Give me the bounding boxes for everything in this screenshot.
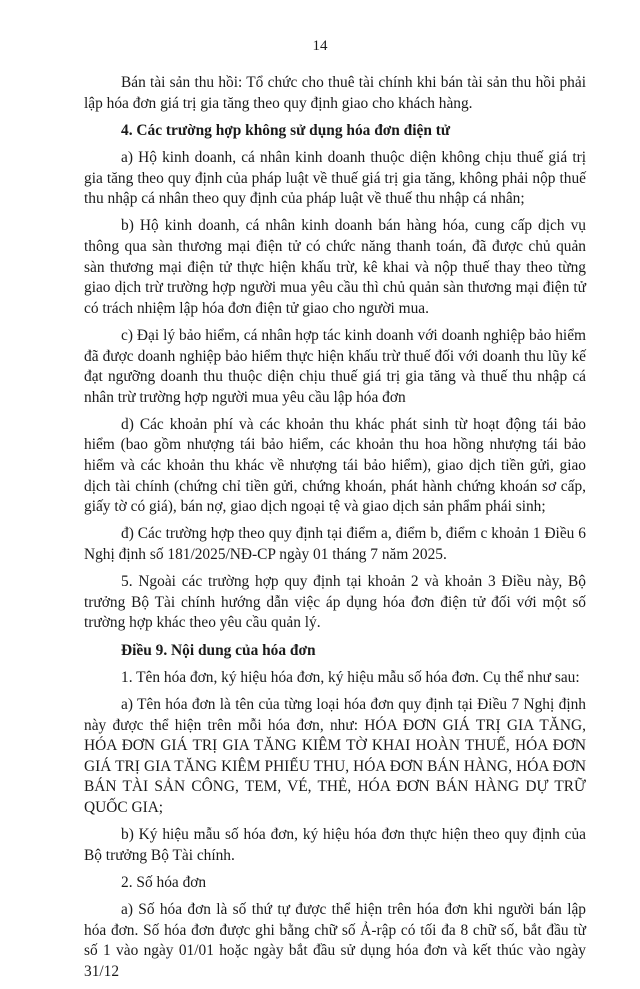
paragraph-item-b: b) Hộ kinh doanh, cá nhân kinh doanh bán hàng hóa, cung cấp dịch vụ thông qua sàn thương mại điện tử có chức năng thanh toán, đã được chủ quản sàn thương mại điện tử thực hiện khấu trừ, kê khai và nộp thuế thay theo từng giao dịch trừ trường hợp người mua yêu cầu thì chủ quản sàn thương mại điện tử có trách nhiệm lập hóa đơn điện tử giao cho người mua.: [84, 217, 586, 317]
section-heading-no-e-invoice: 4. Các trường hợp không sử dụng hóa đơn điện tử: [121, 121, 451, 139]
paragraph-item-dd: đ) Các trường hợp theo quy định tại điểm a, điểm b, điểm c khoản 1 Điều 6 Nghị định số 181/2025/NĐ-CP ngày 01 tháng 7 năm 2025.: [84, 525, 586, 564]
article-heading-9: Điều 9. Nội dung của hóa đơn: [121, 641, 316, 659]
paragraph-clause-5: 5. Ngoài các trường hợp quy định tại khoản 2 và khoản 3 Điều này, Bộ trưởng Bộ Tài chính hướng dẫn việc áp dụng hóa đơn điện tử đối với một số trường hợp khác theo yêu cầu quản lý.: [84, 573, 586, 632]
paragraph-clause-2: 2. Số hóa đơn: [121, 873, 207, 891]
document-body: [84, 73, 586, 989]
paragraph-item-c: c) Đại lý bảo hiểm, cá nhân hợp tác kinh doanh với doanh nghiệp bảo hiểm đã được doanh nghiệp bảo hiểm thực hiện khấu trừ thuế đối với doanh thu lũy kế đạt ngưỡng doanh thu thuộc diện chịu thuế giá trị gia tăng và thuế thu nhập cá nhân trừ trường hợp người mua yêu cầu lập hóa đơn: [84, 326, 586, 406]
paragraph-clause-2a: a) Số hóa đơn là số thứ tự được thể hiện trên hóa đơn khi người bán lập hóa đơn. Số hóa đơn được ghi bằng chữ số Ả-rập có tối đa 8 chữ số, bắt đầu từ số 1 vào ngày 01/01 hoặc ngày bắt đầu sử dụng hóa đơn và kết thúc vào ngày 31/12: [84, 901, 586, 980]
paragraph-clause-1: 1. Tên hóa đơn, ký hiệu hóa đơn, ký hiệu mẫu số hóa đơn. Cụ thể như sau:: [121, 668, 580, 686]
paragraph-item-d: d) Các khoản phí và các khoản thu khác phát sinh từ hoạt động tái bảo hiểm (bao gồm nhượng tái bảo hiểm, các khoản thu hoa hồng nhượng tái bảo hiểm và các khoản thu khác về nhượng tái bảo hiểm), giao dịch tiền gửi, giao dịch tài chính (chứng chỉ tiền gửi, chứng khoán, phát hành chứng khoán sơ cấp, giấy tờ có giá), bán nợ, giao dịch ngoại tệ và giao dịch sản phẩm phái sinh;: [84, 415, 586, 516]
paragraph-item-a: a) Hộ kinh doanh, cá nhân kinh doanh thuộc diện không chịu thuế giá trị gia tăng theo quy định của pháp luật về thuế giá trị gia tăng, không phải nộp thuế thu nhập cá nhân theo quy định của pháp luật về thuế thu nhập cá nhân;: [84, 148, 586, 208]
paragraph-clause-1a: a) Tên hóa đơn là tên của từng loại hóa đơn quy định tại Điều 7 Nghị định này được thể hiện trên mỗi hóa đơn, như: HÓA ĐƠN GIÁ TRỊ GIA TĂNG, HÓA ĐƠN GIÁ TRỊ GIA TĂNG KIÊM TỜ KHAI HOÀN THUẾ, HÓA ĐƠN GIÁ TRỊ GIA TĂNG KIÊM PHIẾU THU, HÓA ĐƠN BÁN HÀNG, HÓA ĐƠN BÁN TÀI SẢN CÔNG, TEM, VÉ, THẺ, HÓA ĐƠN BÁN HÀNG DỰ TRỮ QUỐC GIA;: [84, 695, 586, 816]
paragraph-asset-sale: Bán tài sản thu hồi: Tổ chức cho thuê tài chính khi bán tài sản thu hồi phải lập hóa đơn giá trị gia tăng theo quy định giao cho khách hàng.: [84, 74, 586, 112]
page-number: 14: [312, 38, 328, 54]
paragraph-clause-1b: b) Ký hiệu mẫu số hóa đơn, ký hiệu hóa đơn thực hiện theo quy định của Bộ trưởng Bộ Tài chính.: [84, 826, 586, 864]
